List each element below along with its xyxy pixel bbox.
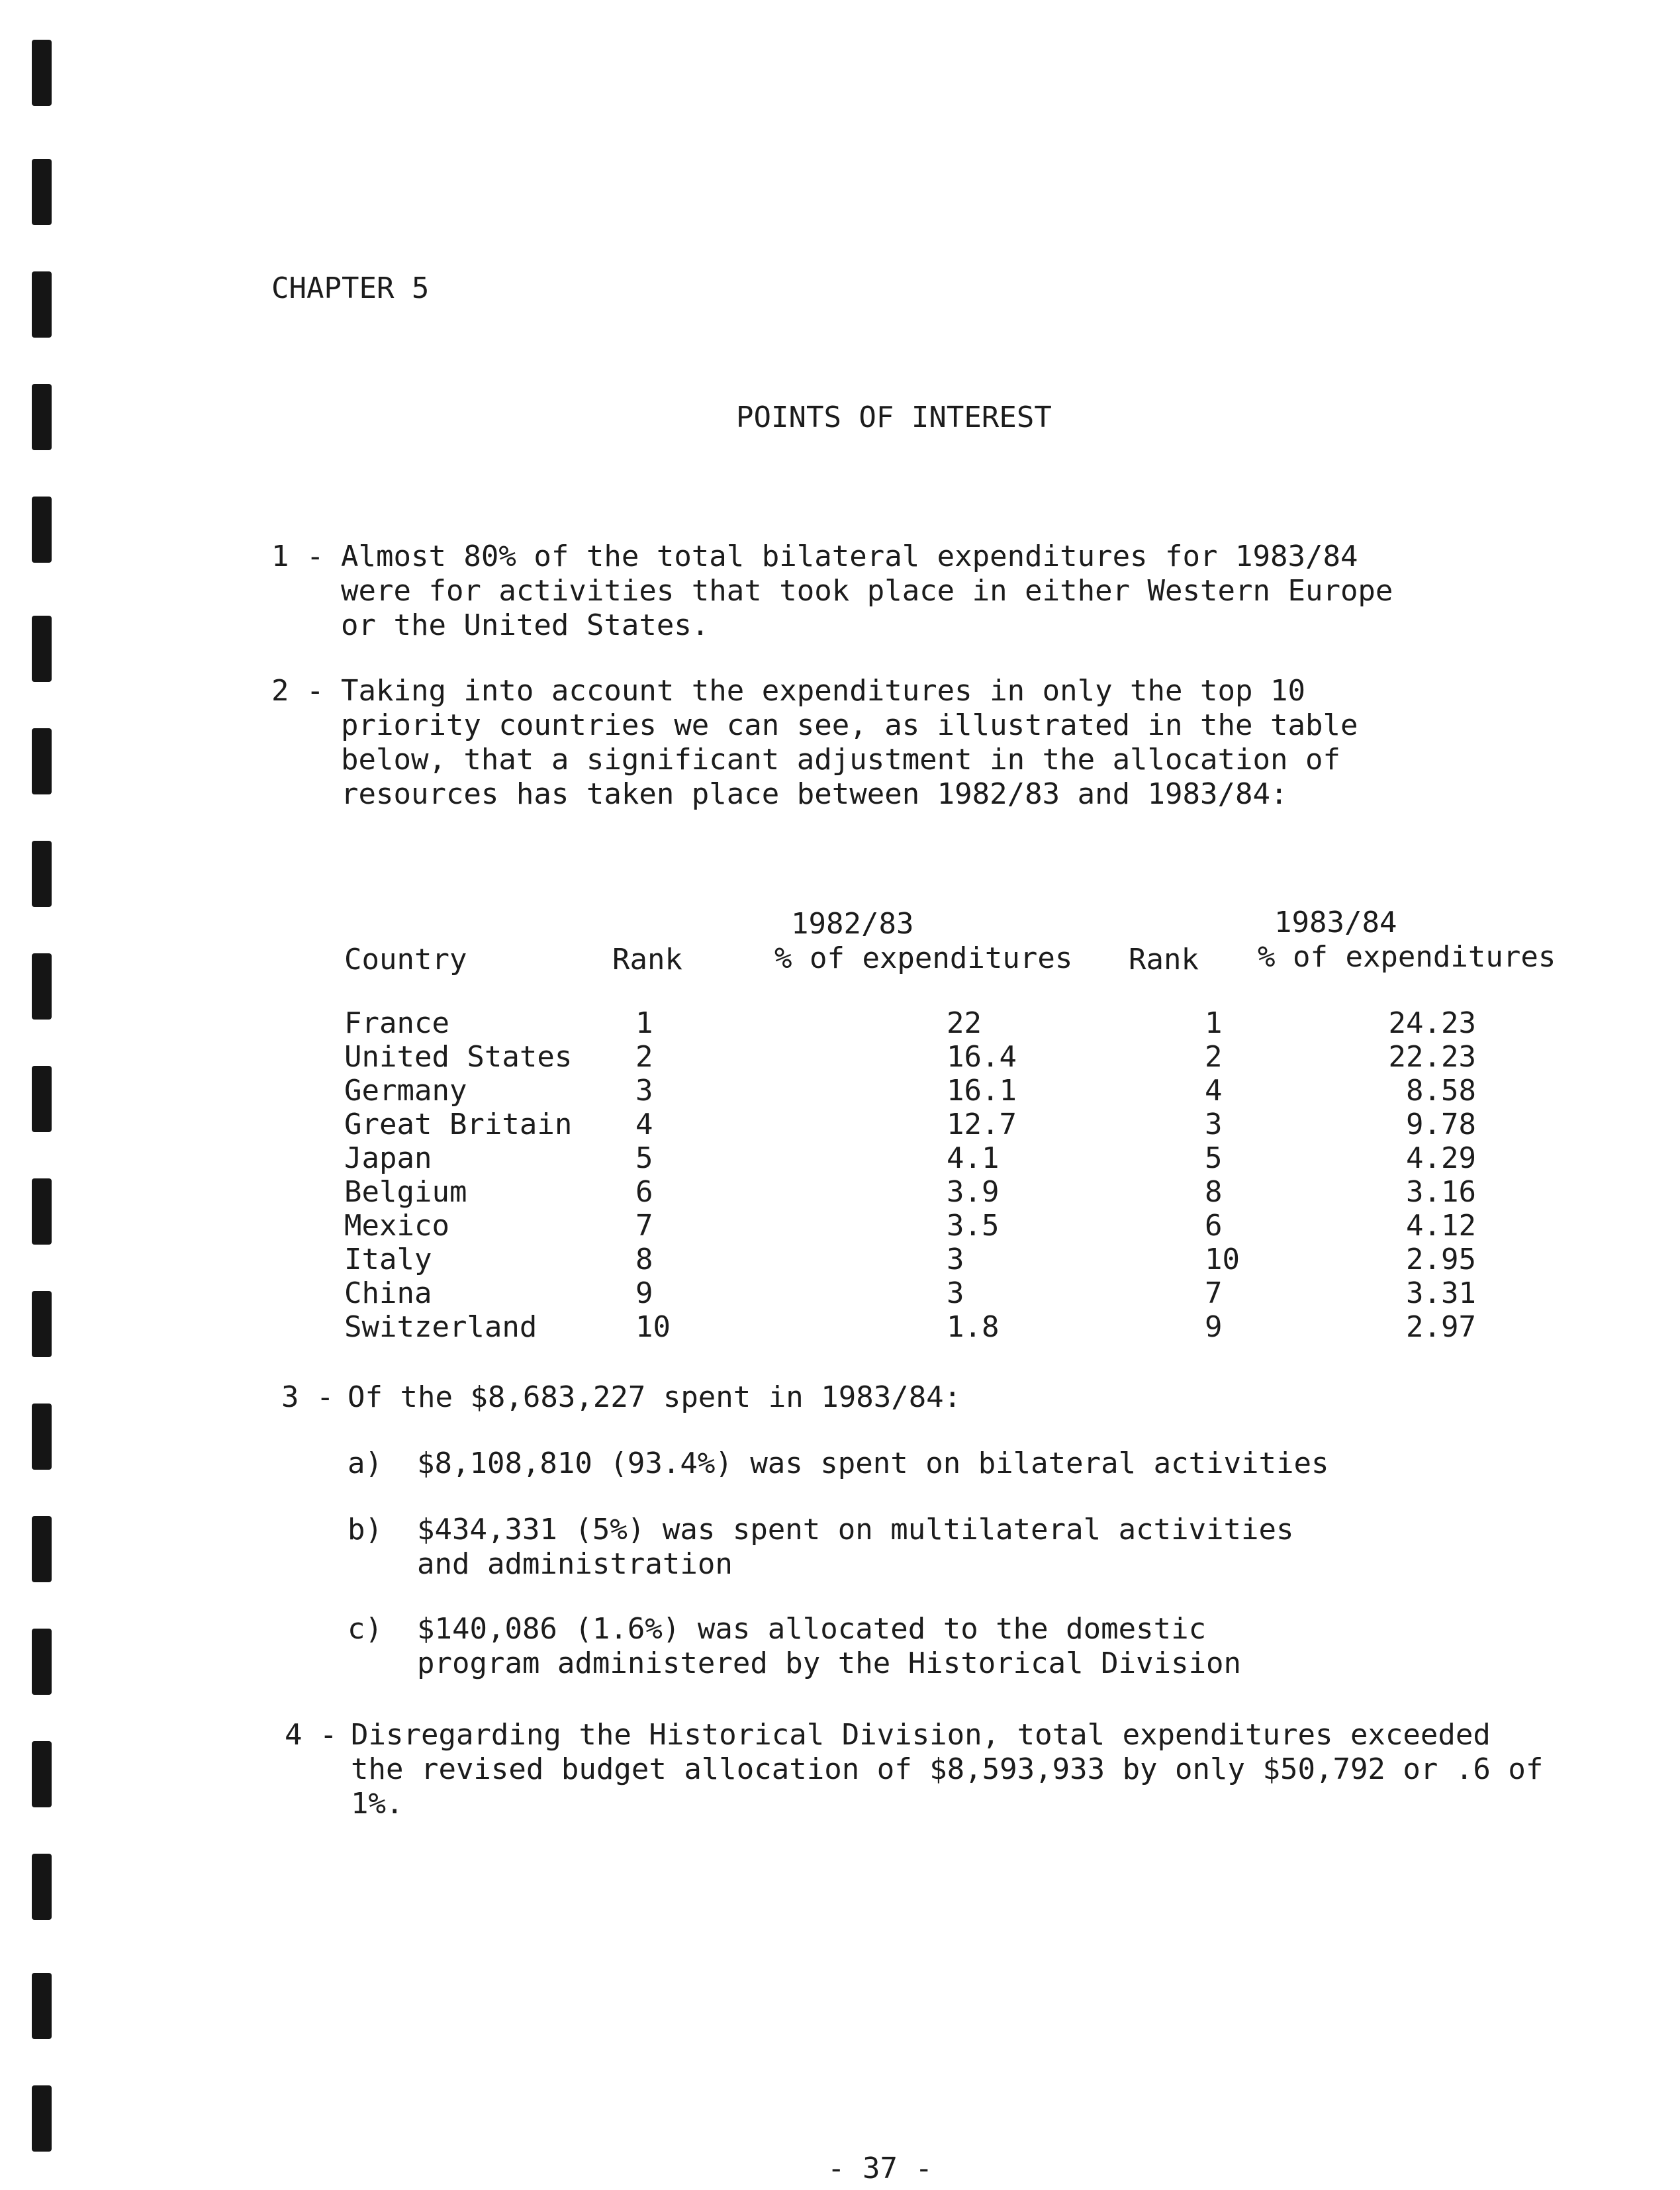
table-row — [344, 1006, 1476, 1040]
rank-1983-cell: 8 — [1205, 1175, 1223, 1209]
binding-hole — [32, 953, 52, 1020]
point-number: 1 - — [271, 540, 324, 573]
rank-1983-cell: 3 — [1205, 1108, 1223, 1141]
sub-item-text: $8,108,810 (93.4%) was spent on bilateral activities — [417, 1447, 1329, 1480]
binding-hole — [32, 1973, 52, 2039]
table-row — [344, 1276, 1476, 1310]
year-header-1983: 1983/84 — [1274, 906, 1397, 939]
table-row — [344, 1243, 1476, 1276]
sub-item-label: a) — [348, 1447, 383, 1480]
pct-1983-cell: 2.95 — [1406, 1243, 1476, 1276]
rank-1982-cell: 4 — [635, 1108, 653, 1141]
rank-1982-cell: 1 — [635, 1006, 653, 1040]
binding-hole — [32, 841, 52, 907]
pct-1982-cell: 12.7 — [947, 1108, 1017, 1141]
country-cell: Great Britain — [344, 1108, 573, 1141]
expenditures-table — [344, 1006, 1476, 1344]
pct-1983-cell: 3.16 — [1406, 1175, 1476, 1209]
table-row — [344, 1141, 1476, 1175]
binding-hole — [32, 1178, 52, 1245]
table-row — [344, 1310, 1476, 1344]
pct-1983-cell: 8.58 — [1406, 1074, 1476, 1108]
rank-1982-cell: 10 — [635, 1310, 671, 1344]
binding-hole — [32, 616, 52, 682]
binding-hole — [32, 1291, 52, 1357]
rank-1983-cell: 10 — [1205, 1243, 1240, 1276]
rank-1982-cell: 3 — [635, 1074, 653, 1108]
table-row — [344, 1209, 1476, 1243]
page-title: POINTS OF INTEREST — [736, 401, 1052, 434]
pct-1982-cell: 16.4 — [947, 1040, 1017, 1074]
pct-1982-cell: 22 — [947, 1006, 982, 1040]
sub-item-label: b) — [348, 1513, 383, 1547]
page-number: - 37 - — [827, 2152, 933, 2185]
sub-item-label: c) — [348, 1612, 383, 1646]
point-text: Almost 80% of the total bilateral expenditures for 1983/84 were for activities that took place in either Western Europe or the United States. — [341, 540, 1393, 642]
table-row — [344, 1108, 1476, 1141]
pct-1983-cell: 4.12 — [1406, 1209, 1476, 1243]
pct-1982-cell: 4.1 — [947, 1141, 1000, 1175]
point-number: 4 - — [285, 1718, 338, 1752]
table-row — [344, 1175, 1476, 1209]
pct-1983-cell: 24.23 — [1388, 1006, 1476, 1040]
pct-1983-cell: 3.31 — [1406, 1276, 1476, 1310]
rank-1983-cell: 2 — [1205, 1040, 1223, 1074]
pct-1982-cell: 3.9 — [947, 1175, 1000, 1209]
binding-hole — [32, 40, 52, 106]
rank-1982-cell: 2 — [635, 1040, 653, 1074]
rank-1982-cell: 5 — [635, 1141, 653, 1175]
binding-holes — [0, 0, 66, 2190]
table-row — [344, 1074, 1476, 1108]
pct-1982-cell: 16.1 — [947, 1074, 1017, 1108]
rank-1983-cell: 7 — [1205, 1276, 1223, 1310]
binding-hole — [32, 1404, 52, 1470]
country-cell: Belgium — [344, 1175, 467, 1209]
col-header-pct: % of expenditures — [1258, 940, 1556, 974]
rank-1983-cell: 5 — [1205, 1141, 1223, 1175]
rank-1982-cell: 8 — [635, 1243, 653, 1276]
pct-1983-cell: 22.23 — [1388, 1040, 1476, 1074]
table-row — [344, 1040, 1476, 1074]
rank-1982-cell: 7 — [635, 1209, 653, 1243]
country-cell: France — [344, 1006, 449, 1040]
country-cell: Japan — [344, 1141, 432, 1175]
chapter-heading: CHAPTER 5 — [271, 271, 430, 305]
binding-hole — [32, 384, 52, 450]
point-text: Taking into account the expenditures in only the top 10 priority countries we can see, as illustrated in the table below, that a significant adjustment in the allocation of resources has taken place between 1982/83 and 1983/84: — [341, 674, 1358, 811]
binding-hole — [32, 1516, 52, 1582]
rank-1983-cell: 4 — [1205, 1074, 1223, 1108]
point-number: 3 - — [281, 1380, 334, 1414]
rank-1982-cell: 6 — [635, 1175, 653, 1209]
binding-hole — [32, 159, 52, 225]
pct-1982-cell: 3.5 — [947, 1209, 1000, 1243]
col-header-rank: Rank — [612, 943, 682, 976]
rank-1983-cell: 6 — [1205, 1209, 1223, 1243]
country-cell: Switzerland — [344, 1310, 537, 1344]
point-text: Of the $8,683,227 spent in 1983/84: — [348, 1380, 962, 1414]
col-header-country: Country — [344, 943, 467, 976]
col-header-rank: Rank — [1129, 943, 1199, 976]
country-cell: Italy — [344, 1243, 432, 1276]
country-cell: United States — [344, 1040, 573, 1074]
col-header-pct: % of expenditures — [774, 941, 1073, 975]
rank-1983-cell: 1 — [1205, 1006, 1223, 1040]
sub-item-text: $434,331 (5%) was spent on multilateral activities and administration — [417, 1513, 1294, 1581]
binding-hole — [32, 1629, 52, 1695]
year-header-1982: 1982/83 — [791, 907, 914, 941]
sub-item-text: $140,086 (1.6%) was allocated to the domestic program administered by the Historical Division — [417, 1612, 1242, 1680]
binding-hole — [32, 2085, 52, 2152]
pct-1983-cell: 4.29 — [1406, 1141, 1476, 1175]
binding-hole — [32, 271, 52, 338]
point-number: 2 - — [271, 674, 324, 708]
binding-hole — [32, 1741, 52, 1807]
point-text: Disregarding the Historical Division, total expenditures exceeded the revised budget allocation of $8,593,933 by only $50,792 or .6 of 1%. — [351, 1718, 1544, 1821]
binding-hole — [32, 497, 52, 563]
country-cell: Germany — [344, 1074, 467, 1108]
pct-1982-cell: 1.8 — [947, 1310, 1000, 1344]
binding-hole — [32, 1854, 52, 1920]
pct-1982-cell: 3 — [947, 1243, 964, 1276]
country-cell: China — [344, 1276, 432, 1310]
pct-1983-cell: 2.97 — [1406, 1310, 1476, 1344]
pct-1983-cell: 9.78 — [1406, 1108, 1476, 1141]
binding-hole — [32, 1066, 52, 1132]
binding-hole — [32, 728, 52, 794]
country-cell: Mexico — [344, 1209, 449, 1243]
pct-1982-cell: 3 — [947, 1276, 964, 1310]
rank-1982-cell: 9 — [635, 1276, 653, 1310]
rank-1983-cell: 9 — [1205, 1310, 1223, 1344]
